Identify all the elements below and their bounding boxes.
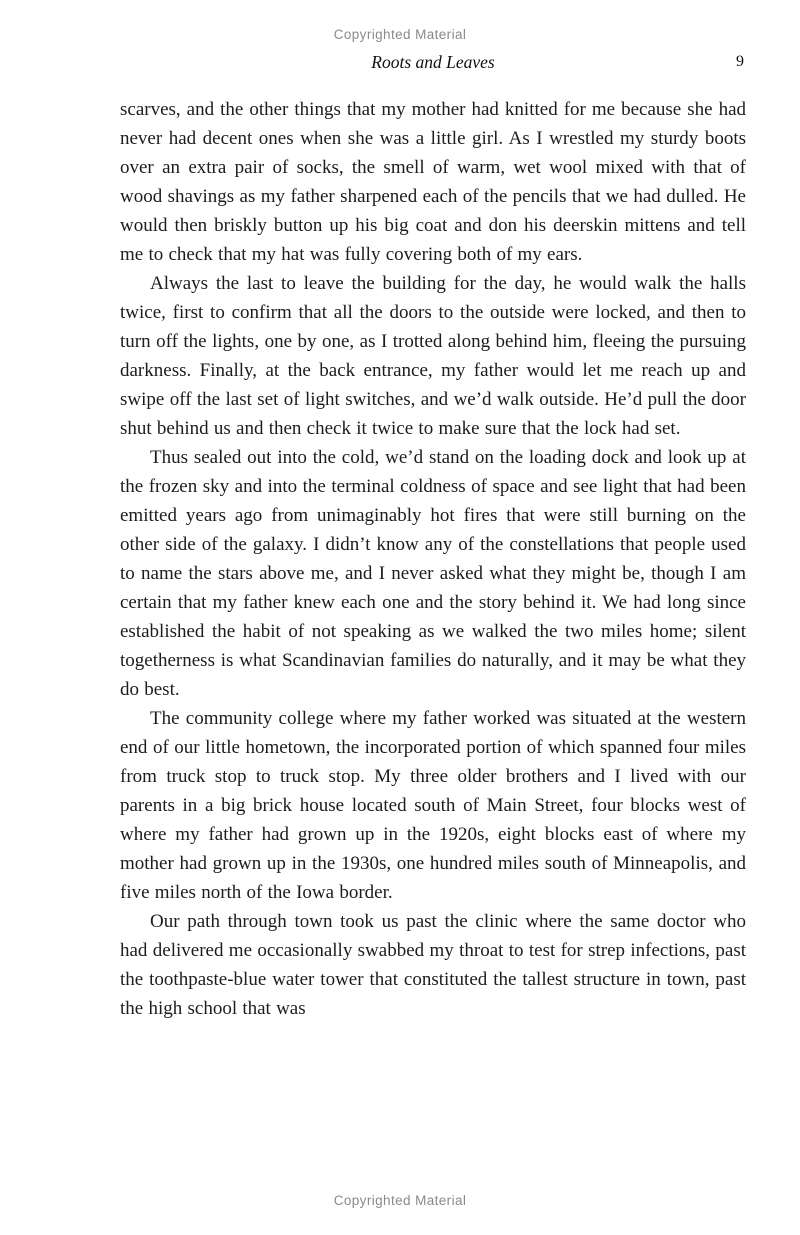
paragraph: Thus sealed out into the cold, we’d stand on the loading dock and look up at the frozen sky and into the terminal coldness of space and see light that had been emitted years ago from unimaginably hot fires that were still burning on the other side of the galaxy. I didn’t know any of the constellations that people used to name the stars above me, and I never asked what they might be, though I am certain that my father knew each one and the story behind it. We had long since established the habit of not speaking as we walked the two miles home; silent togetherness is what Scandinavian families do naturally, and it may be what they do best.: [120, 447, 746, 700]
paragraph: Our path through town took us past the clinic where the same doctor who had delivered me occasionally swabbed my throat to test for strep infections, past the toothpaste-blue water tower that constituted the tallest structure in town, past the high school that was: [120, 911, 746, 1019]
paragraph: scarves, and the other things that my mother had knitted for me because she had never had decent ones when she was a little girl. As I wrestled my sturdy boots over an extra pair of socks, the smell of warm, wet wool mixed with that of wood shavings as my father sharpened each of the pencils that we had dulled. He would then briskly button up his big coat and don his deerskin mittens and tell me to check that my hat was fully covering both of my ears.: [120, 99, 746, 265]
running-header: [120, 52, 746, 78]
copyright-watermark-bottom: Copyrighted Material: [333, 1193, 467, 1208]
paragraph: Always the last to leave the building for the day, he would walk the halls twice, first to confirm that all the doors to the outside were locked, and then to turn off the lights, one by one, as I trotted along behind him, fleeing the pursuing darkness. Finally, at the back entrance, my father would let me reach up and swipe off the last set of light switches, and we’d walk outside. He’d pull the door shut behind us and then check it twice to make sure that the lock had set.: [120, 273, 746, 439]
paragraph: The community college where my father worked was situated at the western end of our little hometown, the incorporated portion of which spanned four miles from truck stop to truck stop. My three older brothers and I lived with our parents in a big brick house located south of Main Street, four blocks west of where my father had grown up in the 1920s, eight blocks east of where my mother had grown up in the 1930s, one hundred miles south of Minneapolis, and five miles north of the Iowa border.: [120, 708, 746, 903]
page-body: [120, 95, 746, 1023]
page-text-column: [120, 0, 746, 1023]
page-number: 9: [736, 53, 744, 70]
running-header-title: Roots and Leaves: [371, 52, 495, 72]
copyright-watermark-top: Copyrighted Material: [333, 27, 467, 42]
